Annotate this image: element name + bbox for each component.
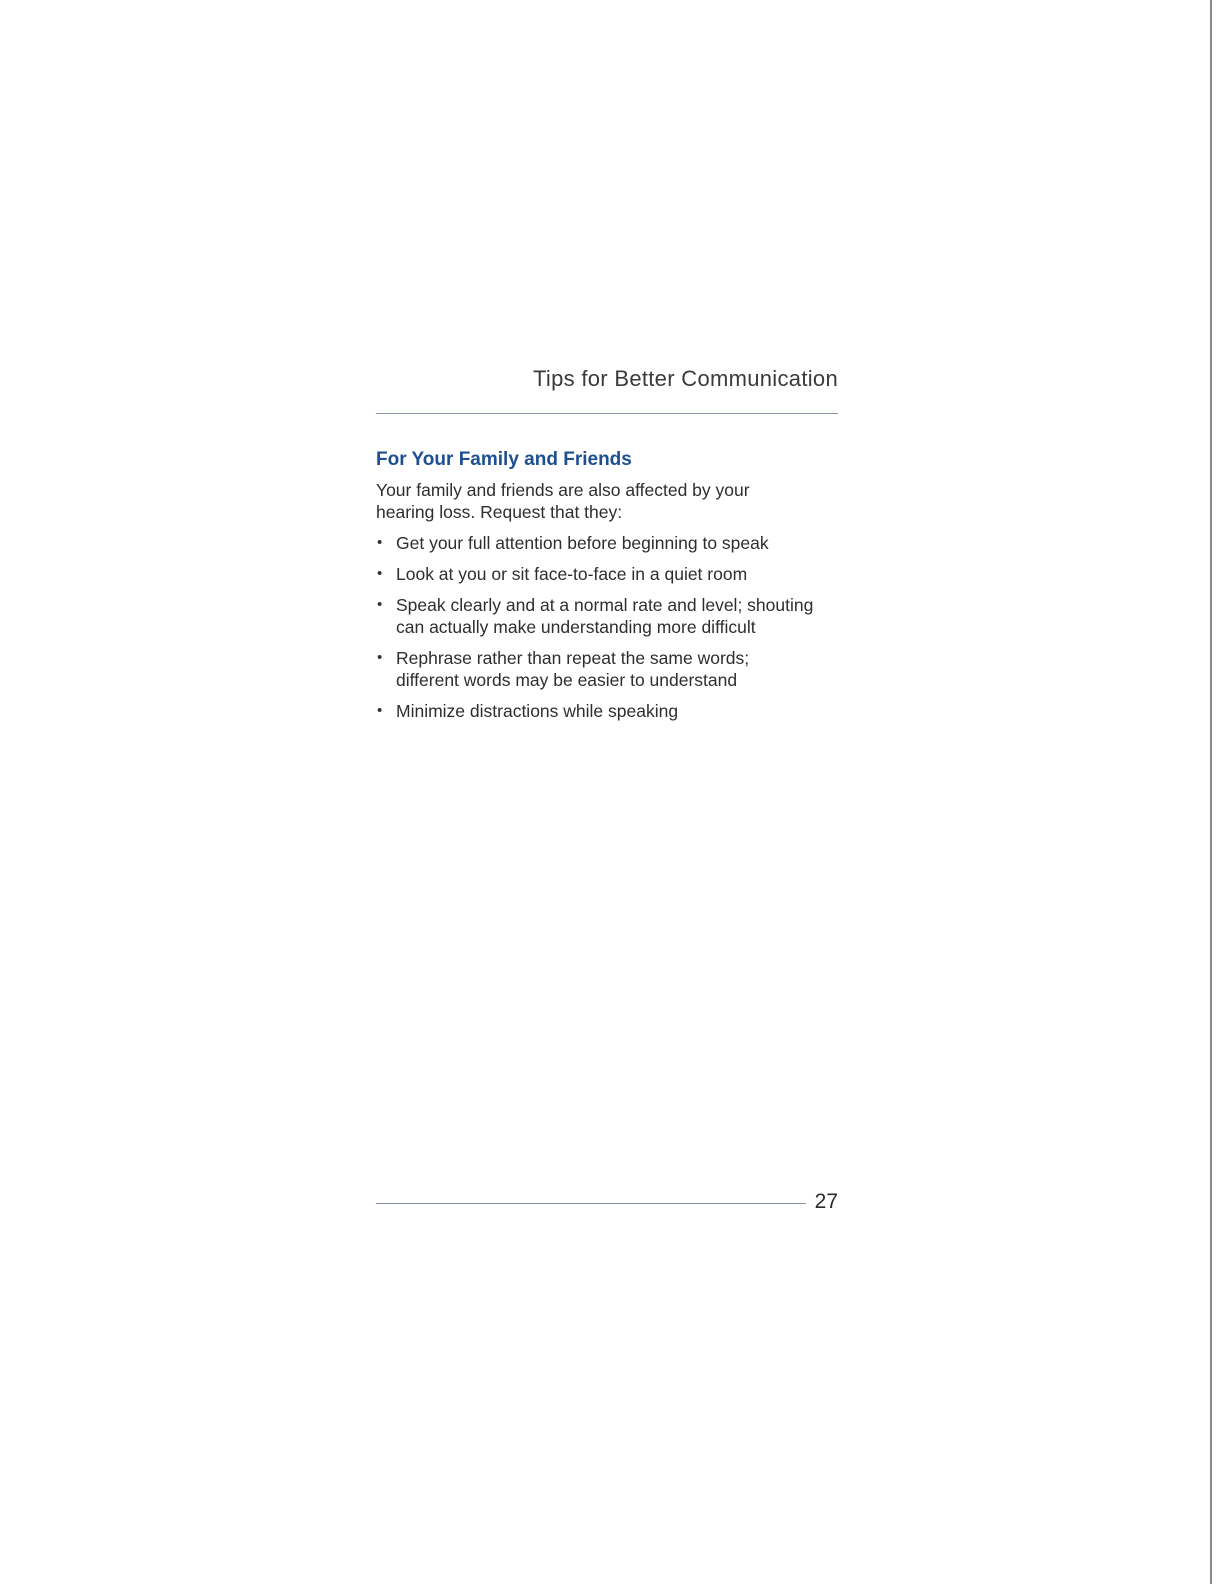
footer-divider <box>376 1203 806 1204</box>
list-item <box>376 647 816 691</box>
bullet-icon: • <box>377 596 383 613</box>
list-item-text: Speak clearly and at a normal rate and level; shouting can actually make understanding more difficult <box>396 595 814 637</box>
list-item <box>376 700 816 722</box>
intro-paragraph: Your family and friends are also affected by your hearing loss. Request that they: <box>376 480 750 522</box>
list-item-text: Get your full attention before beginning to speak <box>396 533 769 553</box>
header-divider <box>376 413 838 414</box>
page-number: 27 <box>814 1190 838 1213</box>
list-item <box>376 532 816 554</box>
list-item-text: Rephrase rather than repeat the same words; different words may be easier to understand <box>396 648 750 690</box>
bullet-icon: • <box>377 534 383 551</box>
list-item <box>376 594 816 638</box>
bullet-icon: • <box>377 649 383 666</box>
scan-edge-line <box>1210 0 1212 1584</box>
bullet-icon: • <box>377 565 383 582</box>
bullet-icon: • <box>377 702 383 719</box>
section-heading: For Your Family and Friends <box>376 449 632 470</box>
page-header-title: Tips for Better Communication <box>533 366 838 391</box>
list-item-text: Minimize distractions while speaking <box>396 701 679 721</box>
list-item-text: Look at you or sit face-to-face in a quiet room <box>396 564 748 584</box>
tips-list <box>376 532 816 731</box>
list-item <box>376 563 816 585</box>
